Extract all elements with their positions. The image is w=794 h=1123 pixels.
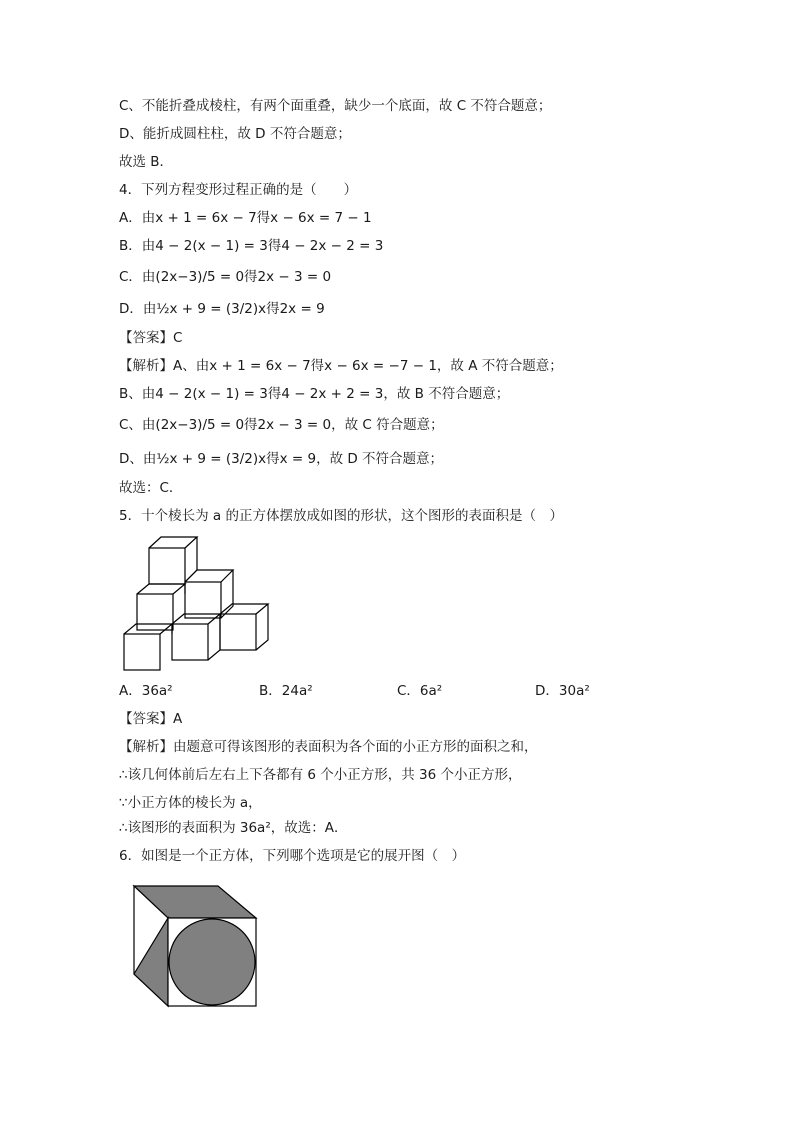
cube-with-circle-figure (130, 882, 265, 1010)
analysis-line: ∵小正方体的棱长为 a， (119, 795, 262, 811)
cube-edge (149, 537, 197, 548)
choice-b: B．24a² (259, 683, 313, 699)
analysis-line: ∴该几何体前后左右上下各都有 6 个小正方形，共 36 个小正方形， (119, 767, 522, 783)
analysis-line: C、由(2x−3)/5 = 0得2x − 3 = 0，故 C 符合题意； (119, 417, 444, 433)
front-face-circle (169, 919, 255, 1005)
cube-edge (124, 624, 172, 634)
choice-a: A．36a² (119, 683, 173, 699)
cube-edge (185, 537, 197, 582)
answer-label: 【答案】A (119, 711, 183, 727)
cube-edge (208, 614, 220, 660)
text-line: D、能折成圆柱柱，故 D 不符合题意； (119, 126, 351, 142)
answer-label: 【答案】C (119, 330, 183, 346)
text-line: C、不能折叠成棱柱，有两个面重叠，缺少一个底面，故 C 不符合题意； (119, 98, 552, 114)
cube-edge (137, 584, 185, 594)
cube-face (124, 634, 160, 670)
question-4-option-b: B．由4 − 2(x − 1) = 3得4 − 2x − 2 = 3 (119, 238, 384, 254)
analysis-line: D、由½x + 9 = (3/2)x得x = 9，故 D 不符合题意； (119, 451, 444, 467)
analysis-line: 【解析】A、由x + 1 = 6x − 7得x − 6x = −7 − 1，故 A 不符合题意； (119, 358, 563, 374)
analysis-line: ∴该图形的表面积为 36a²，故选：A． (119, 820, 348, 836)
text-line: 故选：C． (119, 480, 183, 496)
cube-edge (185, 570, 233, 582)
question-4-stem: 4．下列方程变形过程正确的是（ ） (119, 182, 358, 198)
question-4-option-d: D．由½x + 9 = (3/2)x得2x = 9 (119, 301, 325, 317)
choice-c: C．6a² (397, 683, 443, 699)
text-line: 故选 B． (119, 154, 174, 170)
choice-d: D．30a² (535, 683, 590, 699)
cube-face (185, 582, 221, 618)
cube-edge (256, 604, 268, 650)
question-6-stem: 6．如图是一个正方体，下列哪个选项是它的展开图（ ） (119, 848, 466, 864)
cube-edge (172, 614, 220, 624)
analysis-line: B、由4 − 2(x − 1) = 3得4 − 2x + 2 = 3，故 B 不符合题意； (119, 386, 510, 402)
question-5-stem: 5．十个棱长为 a 的正方体摆放成如图的形状，这个图形的表面积是（ ） (119, 508, 563, 524)
cube-face (149, 548, 185, 584)
cube-face (220, 614, 256, 650)
question-4-option-c: C．由(2x−3)/5 = 0得2x − 3 = 0 (119, 269, 332, 285)
cube-stack-figure (118, 534, 278, 674)
analysis-line: 【解析】由题意可得该图形的表面积为各个面的小正方形的面积之和， (119, 739, 538, 755)
question-4-option-a: A．由x + 1 = 6x − 7得x − 6x = 7 − 1 (119, 210, 372, 226)
cube-face (172, 624, 208, 660)
cube-edge (221, 570, 233, 618)
